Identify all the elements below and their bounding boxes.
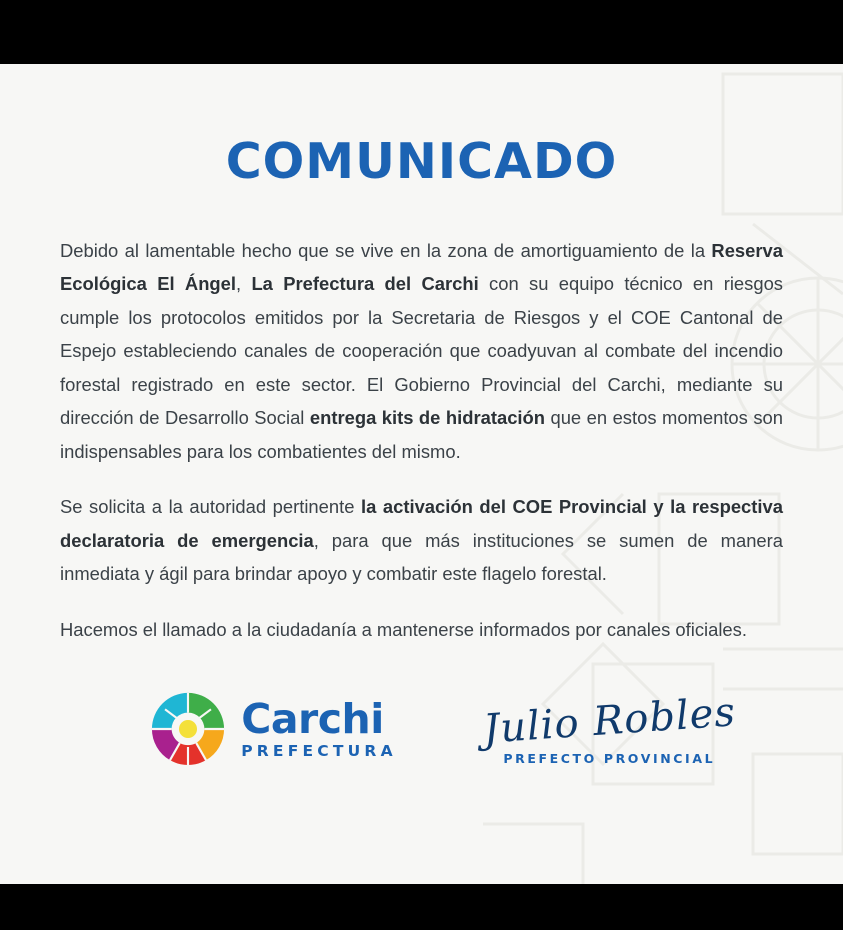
body-text-run: que en estos momentos son indispensables para los combatientes del mismo.: [60, 407, 783, 462]
paragraph: [60, 234, 783, 468]
body-text-run: ,: [236, 273, 252, 295]
signature-role: PREFECTO PROVINCIAL: [503, 751, 716, 767]
carchi-prefectura-logo: [147, 688, 397, 770]
body-text-run: con su equipo técnico en riesgos cumple los protocolos emitidos por la Secretaria de Riesgos y el COE Cantonal de Espejo estableciendo canales de cooperación que coadyuvan al combate del incendio forestal registrado en este sector. El Gobierno Provincial del Carchi, mediante su dirección de Desarrollo Social: [60, 273, 783, 429]
communique-content: [0, 133, 843, 646]
body-text-run: Se solicita a la autoridad pertinente: [60, 496, 361, 518]
body-text-run: Hacemos el llamado a la ciudadanía a mantenerse informados por canales oficiales.: [60, 618, 747, 640]
page-title: COMUNICADO: [225, 133, 618, 190]
paragraph: [60, 613, 783, 646]
paragraph: [60, 490, 783, 590]
letterbox-top: [0, 0, 843, 64]
communique-body: [60, 234, 783, 646]
body-text-run: Debido al lamentable hecho que se vive en la zona de amortiguamiento de la: [60, 240, 712, 261]
letterbox-bottom: [0, 884, 843, 930]
brand-subtitle: PREFECTURA: [241, 742, 397, 761]
signature-name: Julio Robles: [481, 689, 738, 754]
signature-block: [481, 689, 738, 770]
emphasis-text: entrega kits de hidratación: [309, 407, 545, 429]
brand-wordmark: [241, 695, 397, 761]
emphasis-text: La Prefectura del Carchi: [251, 273, 479, 295]
emphasis-text: la activación del COE Provincial y la respectiva declaratoria de emergencia: [60, 496, 783, 551]
communique-footer: [0, 688, 843, 770]
body-text-run: , para que más instituciones se sumen de manera inmediata y ágil para brindar apoyo y combatir este flagelo forestal.: [60, 529, 783, 585]
emphasis-text: Reserva Ecológica El Ángel: [60, 240, 783, 295]
brand-name: Carchi: [241, 695, 384, 744]
communique-sheet: [0, 64, 843, 884]
carchi-mosaic-logo-icon: [147, 688, 229, 770]
